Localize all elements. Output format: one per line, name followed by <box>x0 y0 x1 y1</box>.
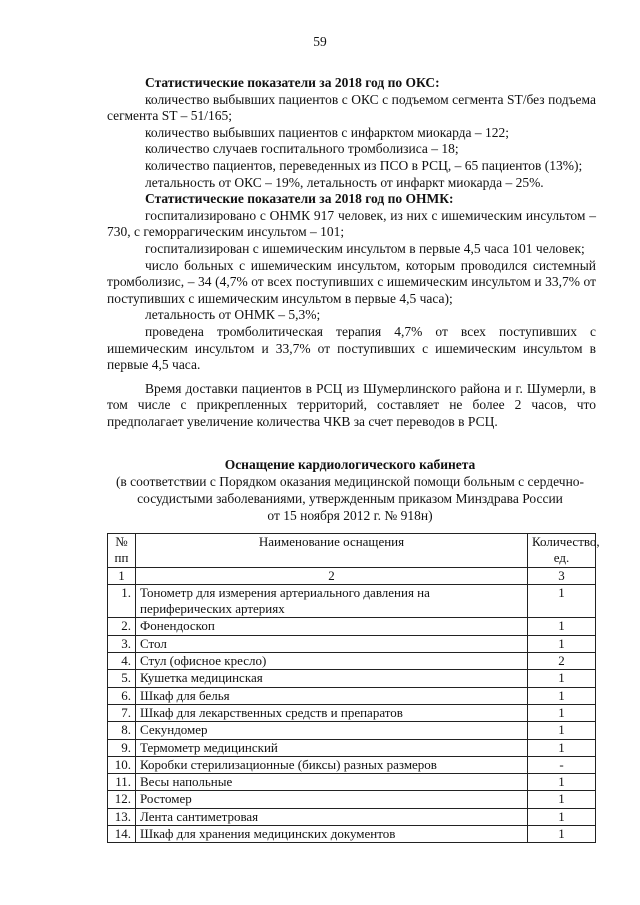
row-quantity: - <box>528 756 596 773</box>
row-quantity: 1 <box>528 739 596 756</box>
section-heading <box>100 456 600 524</box>
row-number: 10. <box>108 756 136 773</box>
row-number: 9. <box>108 739 136 756</box>
index-cell: 1 <box>108 567 136 584</box>
row-quantity: 1 <box>528 826 596 843</box>
row-number: 8. <box>108 722 136 739</box>
row-quantity: 1 <box>528 635 596 652</box>
section-heading-paragraph: Статистические показатели за 2018 год по ОНМК: <box>145 191 454 207</box>
row-quantity: 1 <box>528 808 596 825</box>
table-row <box>108 756 596 773</box>
paragraph: число больных с ишемическим инсультом, которым проводился системный тромболизис, – 34 (4,7% от всех поступивших с ишемическим инсультом и 33,7% от поступивших с ишемическим инсультом в первые 4,5 часа); <box>107 257 596 306</box>
table-row <box>108 722 596 739</box>
header-qty: Количество, ед. <box>528 534 596 568</box>
table-row <box>108 739 596 756</box>
row-name: Тонометр для измерения артериального давления на периферических артериях <box>136 584 528 618</box>
row-name: Стол <box>136 635 528 652</box>
row-name: Коробки стерилизационные (биксы) разных размеров <box>136 756 528 773</box>
paragraph: количество выбывших пациентов с инфарктом миокарда – 122; <box>145 124 510 140</box>
row-quantity: 2 <box>528 653 596 670</box>
row-name: Шкаф для белья <box>136 687 528 704</box>
row-number: 14. <box>108 826 136 843</box>
row-quantity: 1 <box>528 618 596 635</box>
row-name: Лента сантиметровая <box>136 808 528 825</box>
table-row <box>108 791 596 808</box>
row-quantity: 1 <box>528 687 596 704</box>
table-header-row <box>108 534 596 568</box>
section-subtitle-line3: от 15 ноября 2012 г. № 918н) <box>267 508 433 523</box>
paragraph: количество случаев госпитального тромболизиса – 18; <box>145 141 459 157</box>
section-subtitle-line2: сосудистыми заболеваниями, утвержденным приказом Минздрава России <box>137 491 563 506</box>
index-cell: 3 <box>528 567 596 584</box>
row-name: Шкаф для хранения медицинских документов <box>136 826 528 843</box>
body-text <box>107 75 596 430</box>
table-row <box>108 584 596 618</box>
paragraph: летальность от ОКС – 19%, летальность от инфаркт миокарда – 25%. <box>145 174 544 190</box>
row-number: 1. <box>108 584 136 618</box>
header-name: Наименование оснащения <box>136 534 528 568</box>
paragraph: Время доставки пациентов в РСЦ из Шумерлинского района и г. Шумерли, в том числе с прикрепленных территорий, составляет не более 2 часов, что предполагает увеличение количества ЧКВ за счет переводов в РСЦ. <box>107 380 596 429</box>
paragraph: количество выбывших пациентов с ОКС с подъемом сегмента ST/без подъема сегмента ST – 51/165; <box>107 91 596 124</box>
table-row <box>108 808 596 825</box>
header-num: № пп <box>108 534 136 568</box>
paragraph: количество пациентов, переведенных из ПСО в РСЦ, – 65 пациентов (13%); <box>145 157 583 173</box>
row-number: 2. <box>108 618 136 635</box>
paragraph: госпитализировано с ОНМК 917 человек, из них с ишемическим инсультом – 730, с геморрагическим инсультом – 101; <box>107 207 596 240</box>
paragraph: летальность от ОНМК – 5,3%; <box>145 307 321 323</box>
row-number: 4. <box>108 653 136 670</box>
row-quantity: 1 <box>528 704 596 721</box>
row-name: Стул (офисное кресло) <box>136 653 528 670</box>
row-quantity: 1 <box>528 774 596 791</box>
paragraph: госпитализирован с ишемическим инсультом в первые 4,5 часа 101 человек; <box>145 240 585 256</box>
table-index-row <box>108 567 596 584</box>
index-cell: 2 <box>136 567 528 584</box>
row-number: 3. <box>108 635 136 652</box>
row-number: 11. <box>108 774 136 791</box>
row-name: Секундомер <box>136 722 528 739</box>
row-quantity: 1 <box>528 584 596 618</box>
row-name: Шкаф для лекарственных средств и препаратов <box>136 704 528 721</box>
row-number: 13. <box>108 808 136 825</box>
section-title: Оснащение кардиологического кабинета <box>224 457 476 472</box>
row-quantity: 1 <box>528 670 596 687</box>
table-row <box>108 774 596 791</box>
equipment-table <box>107 533 600 843</box>
row-name: Термометр медицинский <box>136 739 528 756</box>
table-row <box>108 635 596 652</box>
row-name: Кушетка медицинская <box>136 670 528 687</box>
section-subtitle-line1: (в соответствии с Порядком оказания медицинской помощи больным с сердечно- <box>115 474 585 489</box>
paragraph: проведена тромболитическая терапия 4,7% от всех поступивших с ишемическим инсультом и 33,7% от поступивших с ишемическим инсультом в первые 4,5 часа. <box>107 323 596 373</box>
row-name: Ростомер <box>136 791 528 808</box>
row-name: Весы напольные <box>136 774 528 791</box>
row-quantity: 1 <box>528 791 596 808</box>
row-number: 7. <box>108 704 136 721</box>
table-row <box>108 618 596 635</box>
row-number: 6. <box>108 687 136 704</box>
row-number: 5. <box>108 670 136 687</box>
row-quantity: 1 <box>528 722 596 739</box>
table-row <box>108 704 596 721</box>
row-number: 12. <box>108 791 136 808</box>
table-row <box>108 653 596 670</box>
table-row <box>108 670 596 687</box>
table-row <box>108 687 596 704</box>
page-number: 59 <box>313 34 327 49</box>
row-name: Фонендоскоп <box>136 618 528 635</box>
table-row <box>108 826 596 843</box>
section-heading-paragraph: Статистические показатели за 2018 год по ОКС: <box>145 75 440 90</box>
